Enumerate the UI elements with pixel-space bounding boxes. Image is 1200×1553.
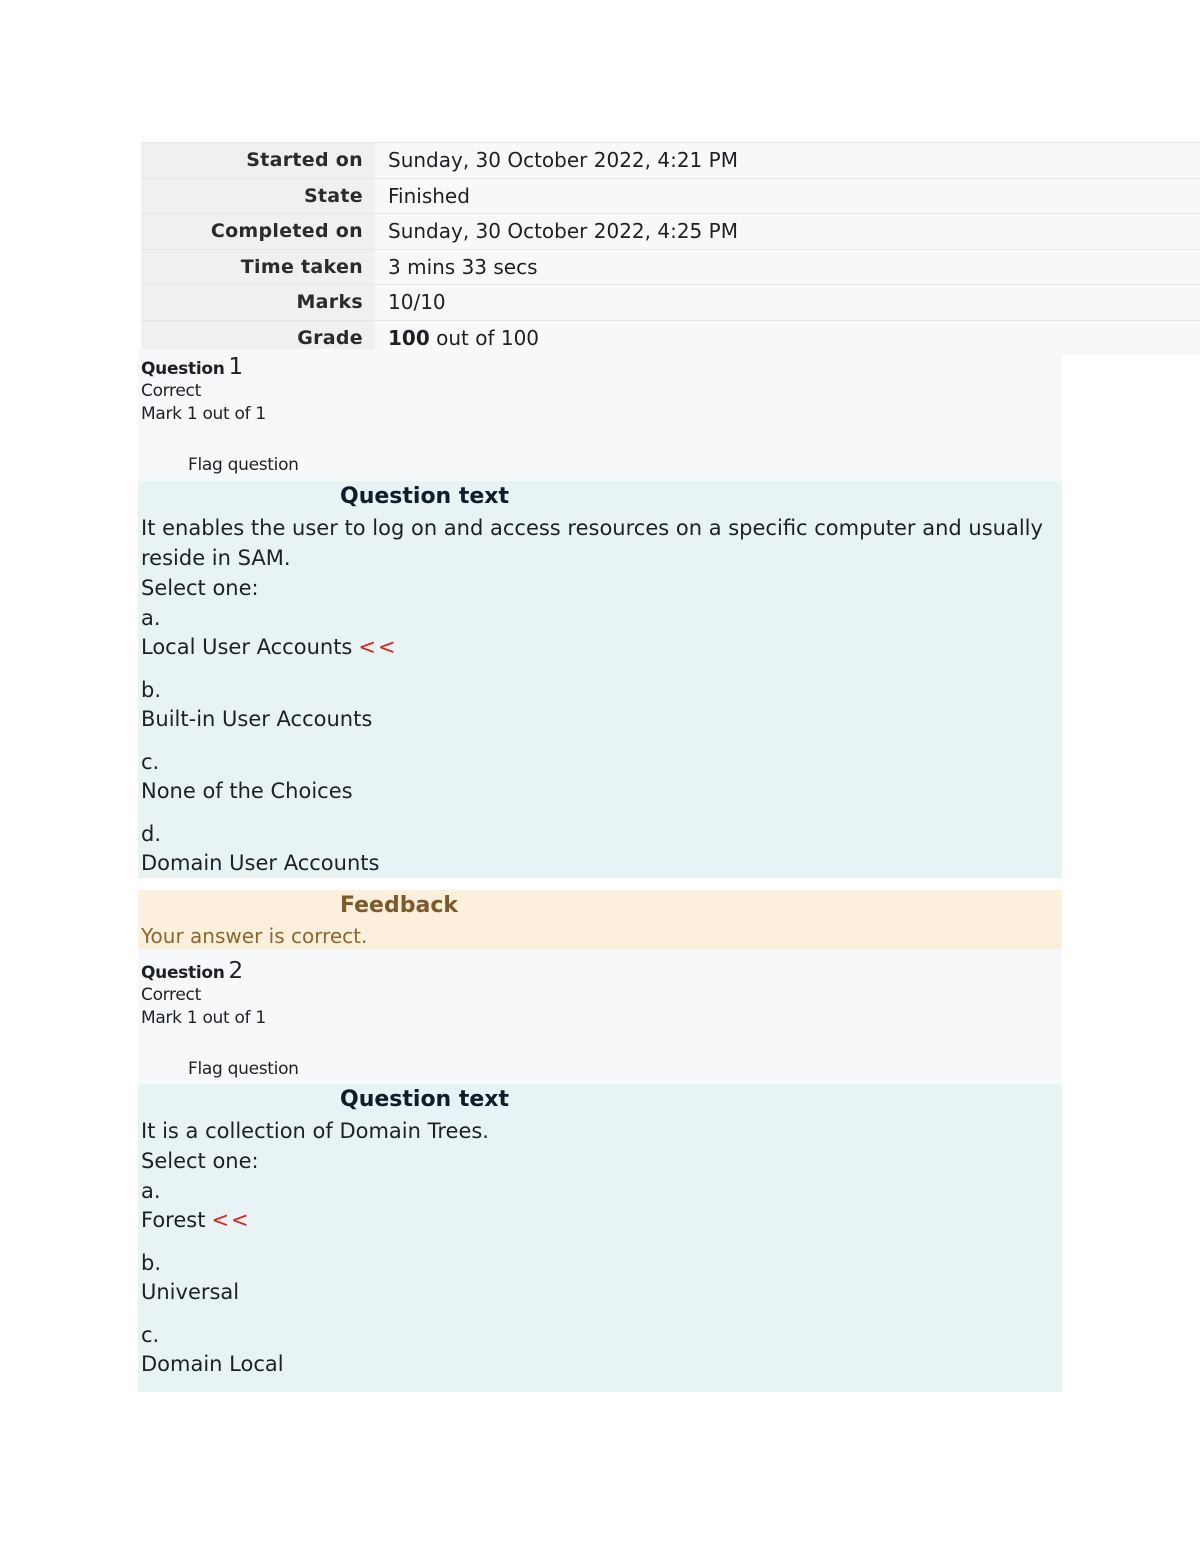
question-grade: Mark 1 out of 1 [141, 1008, 266, 1028]
summary-row-completed [141, 213, 1200, 249]
feedback-heading: Feedback [340, 893, 458, 918]
summary-label: Grade [141, 321, 375, 356]
answer-option-b[interactable] [141, 675, 1062, 734]
option-letter: b. [141, 678, 162, 702]
summary-label: Time taken [141, 250, 375, 285]
option-text: None of the Choices [141, 779, 353, 803]
question-number [141, 949, 1062, 984]
question-text: It enables the user to log on and access resources on a specific computer and usually reside in SAM. [141, 516, 1043, 570]
option-letter: d. [141, 822, 162, 846]
correct-answer-marker: << [358, 635, 398, 659]
grade-total: out of 100 [429, 325, 540, 350]
summary-value: Finished [375, 179, 1200, 214]
flag-question-link[interactable]: Flag question [188, 1059, 299, 1079]
answer-option-a[interactable] [141, 1176, 1062, 1235]
summary-label: Started on [141, 143, 375, 178]
question-number-value: 1 [228, 354, 243, 380]
summary-value: 10/10 [375, 285, 1200, 320]
option-text: Forest [141, 1208, 206, 1232]
grade-score: 100 [388, 325, 430, 350]
question-feedback-1 [138, 890, 1062, 949]
question-state: Correct [141, 381, 201, 401]
select-one-prompt: Select one: [141, 1149, 259, 1173]
select-one-prompt: Select one: [141, 576, 259, 600]
question-grade: Mark 1 out of 1 [141, 404, 266, 424]
option-text: Local User Accounts [141, 635, 353, 659]
answer-option-c[interactable] [141, 1320, 1062, 1379]
summary-value: Sunday, 30 October 2022, 4:21 PM [375, 143, 1200, 178]
option-letter: a. [141, 1179, 161, 1203]
question-info-1 [138, 349, 1062, 481]
option-text: Domain Local [141, 1352, 284, 1376]
question-number-value: 2 [228, 958, 243, 984]
summary-row-marks [141, 284, 1200, 320]
option-letter: c. [141, 1323, 160, 1347]
question-label: Question [141, 963, 225, 983]
question-info-2 [138, 949, 1062, 1084]
question-label: Question [141, 359, 225, 379]
option-letter: b. [141, 1251, 162, 1275]
summary-value: 3 mins 33 secs [375, 250, 1200, 285]
question-formulation-2 [138, 1084, 1062, 1392]
attempt-summary-table [141, 142, 1200, 355]
option-letter: a. [141, 606, 161, 630]
summary-value: Sunday, 30 October 2022, 4:25 PM [375, 214, 1200, 249]
answer-option-a[interactable] [141, 603, 1062, 662]
answer-option-b[interactable] [141, 1248, 1062, 1307]
correct-answer-marker: << [211, 1208, 251, 1232]
flag-question-link[interactable]: Flag question [188, 455, 299, 475]
option-text: Built-in User Accounts [141, 707, 373, 731]
summary-label: State [141, 179, 375, 214]
option-letter: c. [141, 750, 160, 774]
question-text-heading: Question text [340, 1087, 510, 1112]
question-state: Correct [141, 985, 201, 1005]
summary-row-state [141, 178, 1200, 214]
question-text-heading: Question text [340, 484, 510, 509]
option-text: Universal [141, 1280, 240, 1304]
summary-row-time-taken [141, 249, 1200, 285]
question-number [141, 349, 1062, 380]
summary-row-started [141, 142, 1200, 178]
feedback-text: Your answer is correct. [141, 924, 368, 948]
summary-label: Marks [141, 285, 375, 320]
question-text: It is a collection of Domain Trees. [141, 1119, 489, 1143]
answer-option-d[interactable] [141, 819, 1062, 878]
question-formulation-1 [138, 481, 1062, 878]
summary-label: Completed on [141, 214, 375, 249]
answer-option-c[interactable] [141, 747, 1062, 806]
option-text: Domain User Accounts [141, 851, 380, 875]
